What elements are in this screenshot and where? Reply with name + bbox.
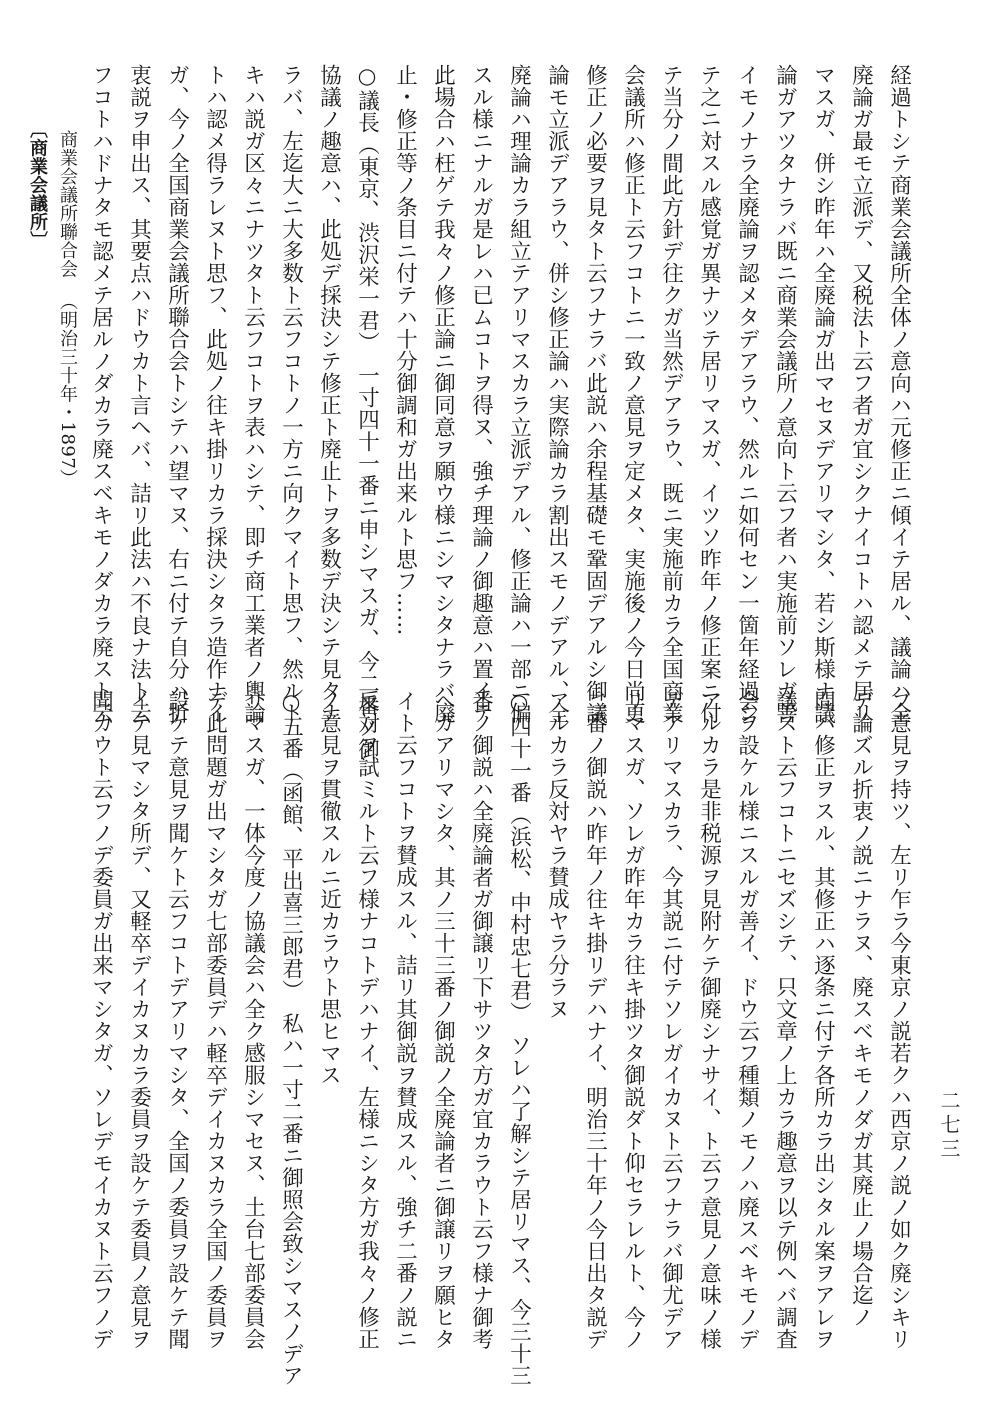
text-column: リマスガ、一体今度ノ協議会ハ全ク感服シマセヌ、土台七部委員会 xyxy=(240,690,266,1350)
text-column: ○四十一番（浜松、中村忠七君） ソレハ了解シテ居リマス、今三十三 xyxy=(506,690,532,1387)
text-column: 番ノ御説ハ全廃論者ガ御譲リ下サツタ方ガ宜カラウト云フ様ナ御考 xyxy=(468,690,494,1350)
text-column: 協議ノ趣意ハ、此処デ採決シテ修正ト廃止トヲ多数デ決シテ見タナ xyxy=(316,64,342,724)
text-column: フコトハドナタモ認メテ居ルノダカラ廃スベキモノダカラ廃スト云 xyxy=(88,64,114,724)
text-column: ノ意見ヲ貫徹スルニ近カラウト思ヒマス xyxy=(316,690,342,1086)
text-column: ラバ、左迄大ニ大多数ト云フコトノ一方ニ向クマイト思フ、然ルト xyxy=(278,64,304,724)
text-column: リマスガ、ソレガ昨年カラ往キ掛ツタ御説ダト仰セラレルト、今ノ xyxy=(620,690,646,1350)
publication-date: （明治三十年・1897） xyxy=(57,292,78,488)
text-column: イト云フコトヲ賛成スル、詰リ其御説ヲ賛成スル、強チ二番ノ説ニ xyxy=(392,690,418,1350)
text-column: アルカラ反対ヤラ賛成ヤラ分ラヌ xyxy=(544,690,570,1020)
text-column: デ論ズル折衷ノ説ニナラヌ、廃スベキモノダガ其廃止ノ場合迄ノ xyxy=(848,690,874,1328)
text-column: 修正ノ必要ヲ見タト云フナラバ此説ハ余程基礎モ鞏固デアルシ御議 xyxy=(582,64,608,724)
text-column: 設ケテ意見ヲ聞ケト云フコトデアリマシタ、全国ノ委員ヲ設ケテ聞 xyxy=(164,690,190,1350)
text-column: イテ見マシタ所デ、又軽卒デイカヌカラ委員ヲ設ケテ委員ノ意見ヲ xyxy=(126,690,152,1350)
text-column: デ此問題ガ出マシタガ七部委員デハ軽卒デイカヌカラ全国ノ委員ヲ xyxy=(202,690,228,1350)
page-number: 二七三 xyxy=(937,1090,961,1162)
text-column: 論モ立派デアラウ、併シ修正論ハ実際論カラ割出スモノデアル、全 xyxy=(544,64,570,724)
text-column: 聞カウト云フノデ委員ガ出来マシタガ、ソレデモイカヌト云フノデ xyxy=(88,690,114,1350)
text-column: トハ認メ得ラレヌト思フ、此処ノ往キ掛リカラ採決シタラ造作ナイ xyxy=(202,64,228,724)
text-column: スル様ニナルガ是レハ已ムコトヲ得ヌ、強チ理論ノ御趣意ハ置イテ xyxy=(468,64,494,724)
publisher-credit xyxy=(58,130,76,488)
text-column: ○議長（東京、渋沢栄一君） 一寸四十一番ニ申シマスガ、今二番ノ御 xyxy=(354,64,380,761)
text-column: 衷説ヲ申出ス、其要点ハドウカト言ヘバ、詰リ此法ハ不良ナ法ト云 xyxy=(126,64,152,724)
text-column: 論ガアツタナラバ既ニ商業会議所ノ意向ト云フ者ハ実施前ソレガ善 xyxy=(772,64,798,724)
text-column: 反対ヲ試ミルト云フ様ナコトデハナイ、左様ニシタ方ガ我々ノ修正 xyxy=(354,690,380,1350)
text-column: ガ、今ノ全国商業会議所聯合会トシテハ望マヌ、右ニ付テ自分ハ折 xyxy=(164,64,190,724)
text-column: 会議所ハ修正ト云フコトニ一致ノ意見ヲ定メタ、実施後ノ今日尚更 xyxy=(620,64,646,724)
publisher-name: 商業会議所聯合会 xyxy=(57,130,78,278)
text-column: ヘガアリマシタ、其ノ三十三番ノ御説ノ全廃論者ニ御譲リヲ願ヒタ xyxy=(430,690,456,1350)
text-column: イモノナラ全廃論ヲ認メタデアラウ、然ルニ如何セン一箇年経過シ xyxy=(734,64,760,724)
text-column: 止・修正等ノ条目ニ付テハ十分御調和ガ出来ルト思フ…… xyxy=(392,64,418,636)
text-column: キハ説ガ区々ニナツタト云フコトヲ表ハシテ、即チ商工業者ノ輿論 xyxy=(240,64,266,724)
section-label: 〔商業会議所〕 xyxy=(27,120,48,250)
text-column: 間ハ修正ヲスル、其修正ハ逐条ニ付テ各所カラ出シタル案ヲアレヲ xyxy=(810,690,836,1350)
text-column: テ当分ノ間此方針デ往クガ当然デアラウ、既ニ実施前カラ全国商業 xyxy=(658,64,684,724)
text-column: 経過トシテ商業会議所全体ノ意向ハ元修正ニ傾イテ居ル、議論ハ全 xyxy=(886,64,912,724)
text-column: マスガ、併シ昨年ハ全廃論ガ出マセヌデアリマシタ、若シ斯様ナ議 xyxy=(810,64,836,724)
text-column: 廃論ハ理論カラ組立テアリマスカラ立派デアル、修正論ハ一部ニ偏 xyxy=(506,64,532,724)
text-column: ○五番（函館、平出喜三郎君） 私ハ一寸二番ニ御照会致シマスノデア xyxy=(278,690,304,1387)
text-column: フ意見ヲ持ツ、左リ乍ラ今東京ノ説若クハ西京ノ説ノ如ク廃シキリ xyxy=(886,690,912,1350)
text-column: アルカラ是非税源ヲ見附ケテ御廃シナサイ、ト云フ意見ノ意味ノ様 xyxy=(696,690,722,1350)
text-column: 議スト云フコトニセズシテ、只文章ノ上カラ趣意ヲ以テ例ヘバ調査 xyxy=(772,690,798,1350)
text-column: 二番ノ御説ハ昨年ノ往キ掛リデハナイ、明治三十年ノ今日出タ説デ xyxy=(582,690,608,1350)
text-column: テ之ニ対スル感覚ガ異ナツテ居リマスガ、イツソ昨年ノ修正案ニ付 xyxy=(696,64,722,724)
text-column: デアリマスカラ、今其説ニ付テソレガイカヌト云フナラバ御尤デア xyxy=(658,690,684,1350)
text-column: 廃論ガ最モ立派デ、又税法ト云フ者ガ宜シクナイコトハ認メテ居リ xyxy=(848,64,874,724)
text-column: 此場合ハ枉ゲテ我々ノ修正論ニ御同意ヲ願ウ様ニシマシタナラバ廃 xyxy=(430,64,456,724)
text-column: 会ヲ設ケル様ニスルガ善イ、ドウ云フ種類ノモノハ廃スベキモノデ xyxy=(734,690,760,1350)
